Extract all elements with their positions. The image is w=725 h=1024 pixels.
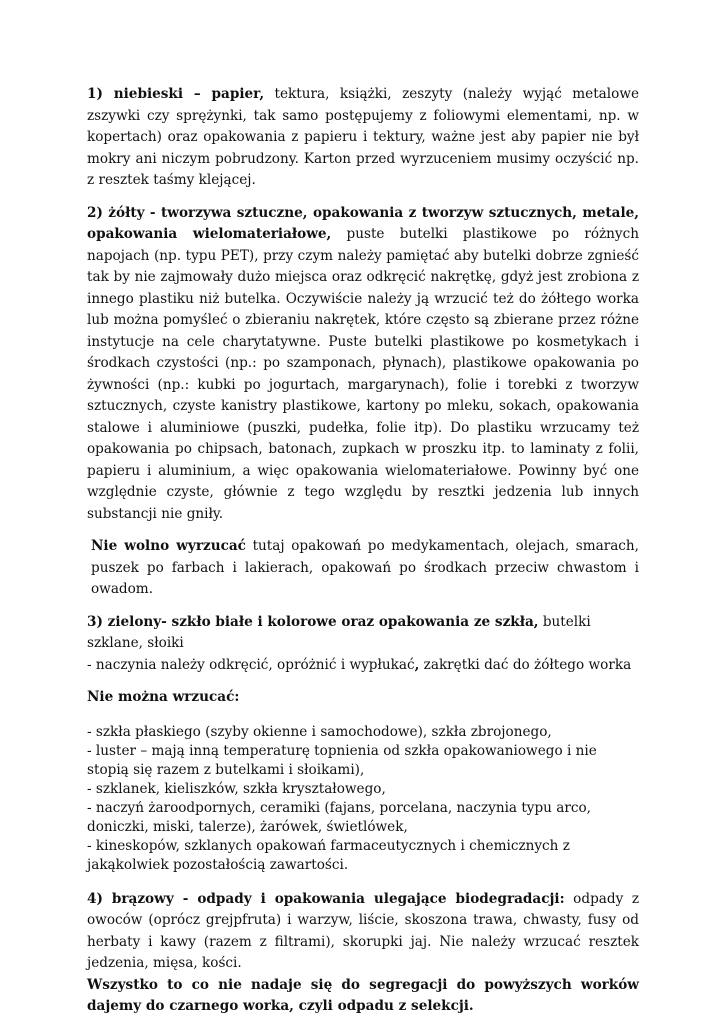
text-green-glass-instructions: - naczynia należy odkręcić, opróżnić i wypłukać [87, 656, 415, 673]
section-blue-paper [87, 84, 639, 192]
paragraph-closing [87, 975, 639, 1018]
section-green-glass [87, 612, 639, 677]
text-green-glass: butelki szklane, słoiki [87, 613, 591, 651]
label-brown-bio: 4) brązowy - odpady i opakowania ulegające biodegradacji: [87, 890, 565, 907]
paragraph-blue-paper [87, 84, 639, 192]
list-item: - luster – mają inną temperaturę topnienia od szkła opakowaniowego i nie stopią się razem z butelkami i słoikami), [87, 742, 597, 778]
text-green-glass-caps: zakrętki dać do żółtego worka [419, 656, 632, 673]
comma-green-glass: , [414, 656, 420, 673]
section-not-allowed-yellow [87, 536, 639, 601]
label-yellow-plastic: 2) żółty - tworzywa sztuczne, opakowania z tworzyw sztucznych, metale, opakowania wielomateriałowe, [87, 204, 639, 242]
paragraph-green-glass-line1 [87, 612, 639, 655]
label-blue-paper: 1) niebieski – papier, [87, 86, 265, 102]
text-yellow-plastic: puste butelki plastikowe po różnych napojach (np. typu PET), przy czym należy pamiętać aby butelki dobrze zgnieść tak by nie zajmowały dużo miejsca oraz odkręcić nakrętkę, gdyż jest zrobiona z innego plastiku niż butelka. Oczywiście należy ją wrzucić też do żółtego worka lub można pomyśleć o zbieraniu nakrętek, które często są zbierane przez różne instytucje na cele charytatywne. Puste butelki plastikowe po kosmetykach i środkach czystości (np.: po szamponach, płynach), plastikowe opakowania po żywności (np.: kubki po jogurtach, margarynach), folie i torebki z tworzyw sztucznych, czyste kanistry plastikowe, kartony po mleku, sokach, opakowania stalowe i aluminiowe (puszki, pudełka, folie itp). Do plastiku wrzucamy też opakowania po chipsach, batonach, zupkach w proszku itp. to laminaty z folii, papieru i aluminium, a więc opakowania wielomateriałowe. Powinny być one względnie czyste, głównie z tego względu by resztki jedzenia lub innych substancji nie gniły. [87, 226, 639, 522]
paragraph-yellow-plastic [87, 203, 639, 526]
paragraph-brown-bio [87, 889, 639, 975]
section-brown-bio [87, 889, 639, 1018]
text-not-allowed-yellow: tutaj opakowań po medykamentach, olejach, smarach, puszek po farbach i lakierach, opakowań po środkach przeciw chwastom i owadom. [91, 538, 639, 597]
text-closing: Wszystko to co nie nadaje się do segregacji do powyższych worków dajemy do czarnego worka, czyli odpadu z selekcji. [87, 976, 639, 1014]
label-not-allowed-yellow: Nie wolno wyrzucać [91, 538, 246, 554]
list-not-allowed-glass [87, 723, 639, 875]
section-not-allowed-glass-heading [87, 687, 639, 709]
list-item: - szklanek, kieliszków, szkła kryształowego, [87, 780, 386, 797]
text-brown-bio: odpady z owoców (oprócz grejpfruta) i warzyw, liście, skoszona trawa, chwasty, fusy od herbaty i kawy (razem z filtrami), skorupki jaj. Nie należy wrzucać resztek jedzenia, mięsa, kości. [87, 890, 639, 971]
paragraph-not-allowed-yellow [87, 536, 639, 601]
paragraph-green-glass-line2 [87, 655, 639, 677]
text-blue-paper: tektura, książki, zeszyty (należy wyjąć metalowe zszywki czy sprężynki, tak samo postępujemy z foliowymi elementami, np. w kopertach) oraz opakowania z papieru i tektury, ważne jest aby papier nie był mokry ani niczym pobrudzony. Karton przed wyrzuceniem musimy oczyścić np. z resztek taśmy klejącej. [87, 86, 639, 188]
list-item: - naczyń żaroodpornych, ceramiki (fajans, porcelana, naczynia typu arco, doniczki, miski, talerze), żarówek, świetlówek, [87, 799, 591, 835]
list-item: - szkła płaskiego (szyby okienne i samochodowe), szkła zbrojonego, [87, 723, 552, 740]
section-yellow-plastic [87, 203, 639, 526]
label-green-glass: 3) zielony- szkło białe i kolorowe oraz opakowania ze szkła, [87, 613, 539, 630]
heading-not-allowed-glass [87, 687, 639, 709]
label-not-allowed-glass: Nie można wrzucać: [87, 689, 240, 705]
list-item: - kineskopów, szklanych opakowań farmaceutycznych i chemicznych z jakąkolwiek pozostałością zawartości. [87, 837, 570, 873]
